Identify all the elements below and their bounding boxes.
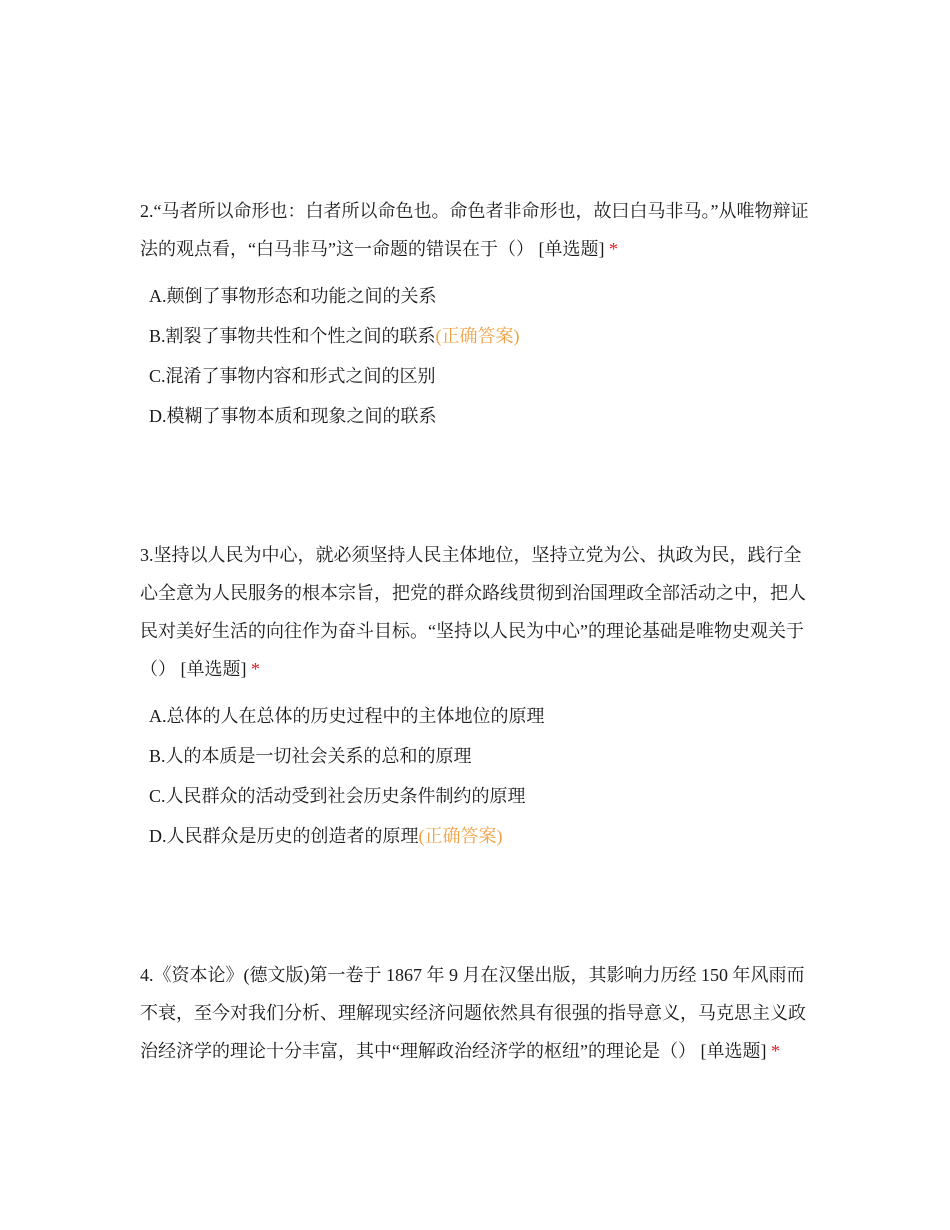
required-mark: * [608,239,618,259]
option-d[interactable] [149,396,815,436]
question-4 [140,956,815,1070]
option-a[interactable] [149,696,815,736]
option-label: C.人民群众的活动受到社会历史条件制约的原理 [149,786,526,806]
question-text: 《资本论》(德文版)第一卷于 1867 年 9 月在汉堡出版，其影响力历经 150 年风雨而不衰，至今对我们分析、理解现实经济问题依然具有很强的指导意义，马克思主义政治经济学的理论十分丰富，其中“理解政治经济学的枢纽”的理论是（） [单选题] [140,965,806,1061]
option-label: A.颠倒了事物形态和功能之间的关系 [149,286,437,306]
option-c[interactable] [149,356,815,396]
question-2 [140,192,815,436]
question-number: 2. [140,201,154,221]
option-list [140,696,815,856]
required-mark: * [251,659,260,679]
option-label: D.人民群众是历史的创造者的原理 [149,826,419,846]
question-3 [140,536,815,856]
option-a[interactable] [149,276,815,316]
question-number: 4. [140,965,154,985]
question-stem [140,536,815,688]
option-label: D.模糊了事物本质和现象之间的联系 [149,406,437,426]
option-b[interactable] [149,316,815,356]
option-c[interactable] [149,776,815,816]
option-d[interactable] [149,816,815,856]
question-number: 3. [140,545,154,565]
option-label: A.总体的人在总体的历史过程中的主体地位的原理 [149,706,545,726]
question-text: “马者所以命形也：白者所以命色也。命色者非命形也，故曰白马非马。”从唯物辩证法的观点看，“白马非马”这一命题的错误在于（） [单选题] [140,201,809,259]
question-text: 坚持以人民为中心，就必须坚持人民主体地位，坚持立党为公、执政为民，践行全心全意为人民服务的根本宗旨，把党的群众路线贯彻到治国理政全部活动之中，把人民对美好生活的向往作为奋斗目标。“坚持以人民为中心”的理论基础是唯物史观关于（） [单选题] [140,545,806,679]
correct-answer-tag: (正确答案) [435,326,520,346]
question-stem [140,956,815,1070]
option-list [140,276,815,436]
required-mark: * [770,1041,780,1061]
correct-answer-tag: (正确答案) [418,826,503,846]
option-label: B.割裂了事物共性和个性之间的联系 [149,326,436,346]
option-b[interactable] [149,736,815,776]
option-label: C.混淆了事物内容和形式之间的区别 [149,366,436,386]
option-label: B.人的本质是一切社会关系的总和的原理 [149,746,472,766]
question-stem [140,192,815,268]
